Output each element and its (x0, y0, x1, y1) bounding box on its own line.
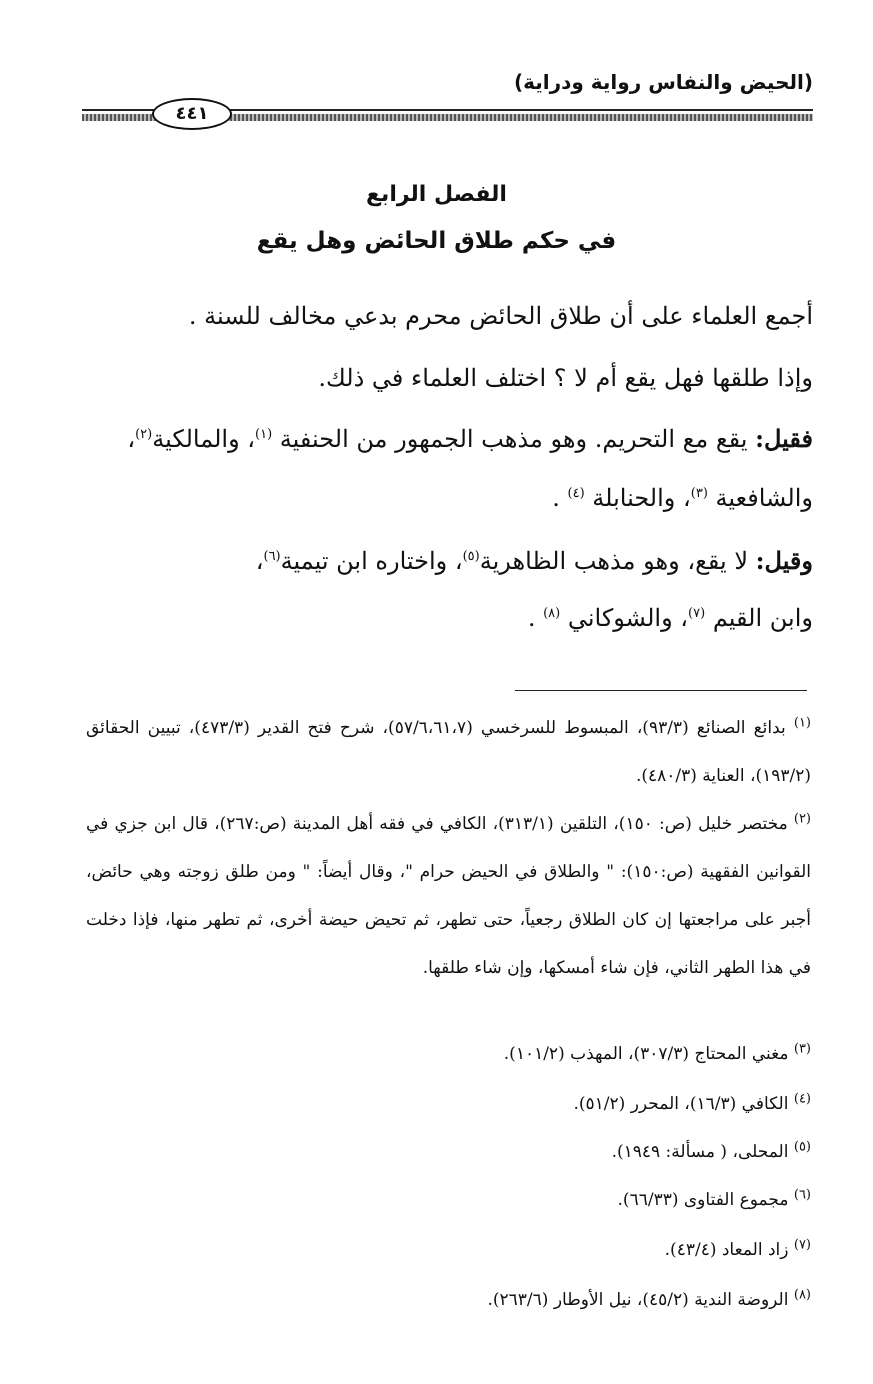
footnote-ref[interactable]: (٢) (135, 427, 153, 442)
footnote-ref[interactable]: (٦) (263, 549, 281, 564)
footnote-4 (573, 1091, 811, 1114)
footnote-number: (٢) (793, 811, 811, 827)
text-run: ، والشوكاني (560, 604, 689, 632)
opinion-lead: وقيل: (755, 546, 813, 575)
text-run: . (552, 484, 568, 512)
paragraph-consensus: أجمع العلماء على أن طلاق الحائض محرم بدعي مخالف للسنة . (188, 302, 813, 330)
text-run: يقع مع التحريم. وهو مذهب الجمهور من الحنفية (272, 425, 756, 453)
footnote-number: (٣) (793, 1041, 811, 1057)
footnote-5 (611, 1139, 811, 1162)
paragraph-first-opinion-line1 (53, 424, 813, 453)
paragraph-first-opinion-line2 (53, 484, 813, 512)
footnote-text: مجموع الفتاوى (٦٦/٣٣). (617, 1190, 789, 1210)
text-run: . (527, 604, 544, 632)
footnote-ref[interactable]: (٣) (690, 486, 708, 501)
footnote-text: الكافي (١٦/٣)، المحرر (٥١/٢). (573, 1094, 789, 1114)
text-run: والشافعية (707, 484, 813, 512)
footnote-text: مغني المحتاج (٣٠٧/٣)، المهذب (١٠١/٢). (503, 1044, 789, 1064)
footnote-6 (617, 1187, 811, 1210)
footnote-text: زاد المعاد (٤٣/٤). (664, 1240, 789, 1260)
footnote-text: المحلى، ( مسألة: ١٩٤٩). (611, 1142, 789, 1162)
footnote-ref[interactable]: (١) (255, 427, 273, 442)
footnote-number: (١) (793, 715, 811, 731)
page-number: ٤٤١ (152, 98, 232, 130)
text-run: ، والحنابلة (584, 484, 691, 512)
footnote-number: (٤) (793, 1091, 811, 1107)
text-run: وابن القيم (705, 604, 813, 632)
footnote-number: (٦) (793, 1187, 811, 1203)
text-run: ، (255, 547, 264, 575)
footnote-separator (515, 690, 807, 691)
footnote-number: (٥) (793, 1139, 811, 1155)
footnote-8 (487, 1287, 811, 1310)
paragraph-question: وإذا طلقها فهل يقع أم لا ؟ اختلف العلماء في ذلك. (318, 364, 813, 392)
footnote-2 (86, 800, 811, 992)
chapter-title: الفصل الرابع (366, 182, 507, 207)
footnote-text: بدائع الصنائع (٩٣/٣)، المبسوط للسرخسي (٥٧/٦،٦١،٧)، شرح فتح القدير (٤٧٣/٣)، تبيين الحقائق (١٩٣/٢)، العناية (٤٨٠/٣). (86, 718, 811, 786)
chapter-subtitle: في حكم طلاق الحائض وهل يقع (256, 228, 617, 254)
footnote-ref[interactable]: (٨) (543, 606, 561, 621)
footnote-number: (٨) (793, 1287, 811, 1303)
opinion-lead: فقيل: (755, 424, 813, 453)
text-run: ، واختاره ابن تيمية (280, 547, 463, 575)
footnote-3 (503, 1041, 811, 1064)
footnote-ref[interactable]: (٤) (567, 486, 585, 501)
footnote-ref[interactable]: (٥) (462, 549, 480, 564)
footnote-1 (86, 704, 811, 800)
running-header-title: (الحيض والنفاس رواية ودراية) (513, 70, 813, 94)
footnote-number: (٧) (793, 1237, 811, 1253)
text-run: ، والمالكية (152, 425, 256, 453)
paragraph-second-opinion-line2 (53, 604, 813, 632)
text-run: لا يقع، وهو مذهب الظاهرية (479, 547, 756, 575)
paragraph-second-opinion-line1 (53, 546, 813, 575)
footnote-ref[interactable]: (٧) (688, 606, 706, 621)
footnote-7 (664, 1237, 811, 1260)
text-run: ، (127, 425, 136, 453)
footnote-text: الروضة الندية (٤٥/٢)، نيل الأوطار (٢٦٣/٦). (487, 1290, 789, 1310)
footnote-text: مختصر خليل (ص: ١٥٠)، التلقين (٣١٣/١)، الكافي في فقه أهل المدينة (ص:٢٦٧)، قال ابن جزي في القوانين الفقهية (ص:١٥٠): " والطلاق في الحيض حرام "، وقال أيضاً: " ومن طلق زوجته وهي حائض، أجبر على مراجعتها إن كان الطلاق رجعياً، حتى تطهر، ثم تحيض حيضة أخرى، ثم تطهر منها، فإذا دخلت في هذا الطهر الثاني، فإن شاء أمسكها، وإن شاء طلقها. (86, 814, 811, 978)
